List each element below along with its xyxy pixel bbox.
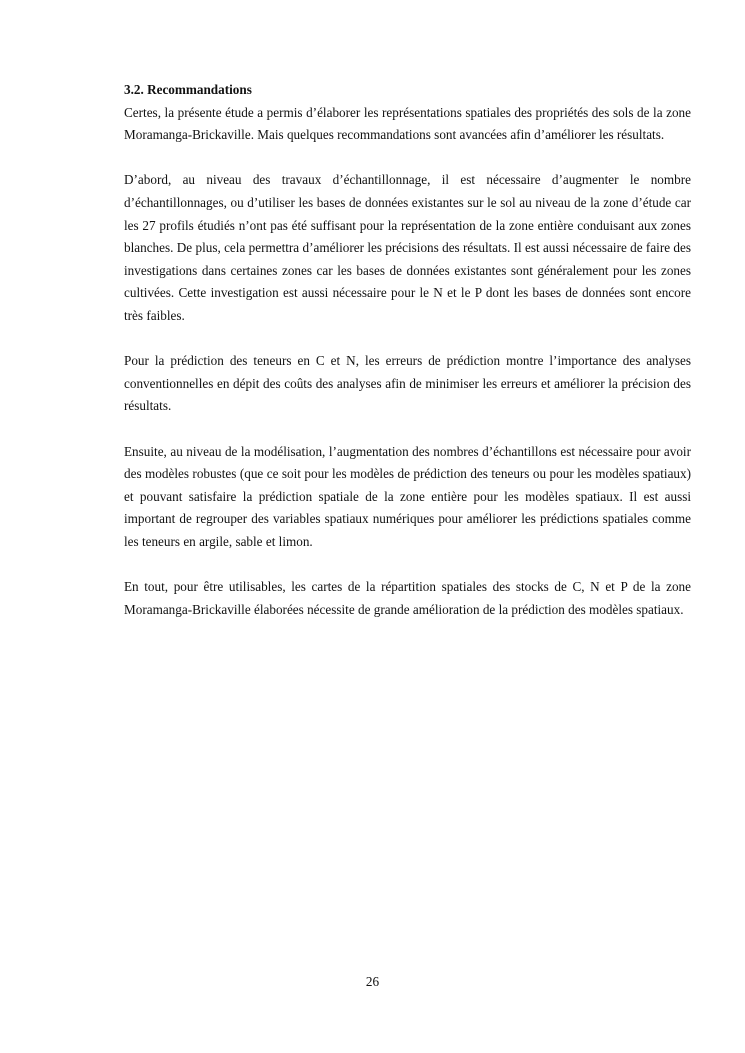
paragraph-modelling: Ensuite, au niveau de la modélisation, l’augmentation des nombres d’échantillons est nécessaire pour avoir des modèles robustes (que ce soit pour les modèles de prédiction des teneurs ou pour les modèles spatiaux) et pouvant satisfaire la prédiction spatiale de la zone entière pour les modèles spatiaux. Il est aussi important de regrouper des variables spatiaux numériques pour améliorer les prédictions spatiales comme les teneurs en argile, sable et limon. <box>124 443 691 549</box>
section-heading: 3.2. Recommandations <box>124 82 252 97</box>
document-page-body <box>124 79 691 621</box>
paragraph-spacer <box>124 328 691 351</box>
paragraph-intro: Certes, la présente étude a permis d’élaborer les représentations spatiales des propriétés des sols de la zone Moramanga-Brickaville. Mais quelques recommandations sont avancées afin d’améliorer les résultats. <box>124 104 691 143</box>
page-number: 26 <box>365 974 380 989</box>
paragraph-spacer <box>124 553 691 576</box>
paragraph-conclusion: En tout, pour être utilisables, les cartes de la répartition spatiales des stocks de C, N et P de la zone Moramanga-Brickaville élaborées nécessite de grande amélioration de la prédiction des modèles spatiaux. <box>124 579 691 617</box>
paragraph-prediction: Pour la prédiction des teneurs en C et N, les erreurs de prédiction montre l’importance des analyses conventionnelles en dépit des coûts des analyses afin de minimiser les erreurs et améliorer la précision des résultats. <box>124 353 691 414</box>
paragraph-spacer <box>124 418 691 441</box>
paragraph-sampling: D’abord, au niveau des travaux d’échantillonnage, il est nécessaire d’augmenter le nombre d’échantillonnages, ou d’utiliser les bases de données existantes sur le sol au niveau de la zone d’étude car les 27 profils étudiés n’ont pas été suffisant pour la représentation de la zone entière conduisant aux zones blanches. De plus, cela permettra d’améliorer les précisions des résultats. Il est aussi nécessaire de faire des investigations dans certaines zones car les bases de données existantes sont généralement pour les zones cultivées. Cette investigation est aussi nécessaire pour le N et le P dont les bases de données sont encore très faibles. <box>124 172 691 323</box>
paragraph-spacer <box>124 147 691 170</box>
